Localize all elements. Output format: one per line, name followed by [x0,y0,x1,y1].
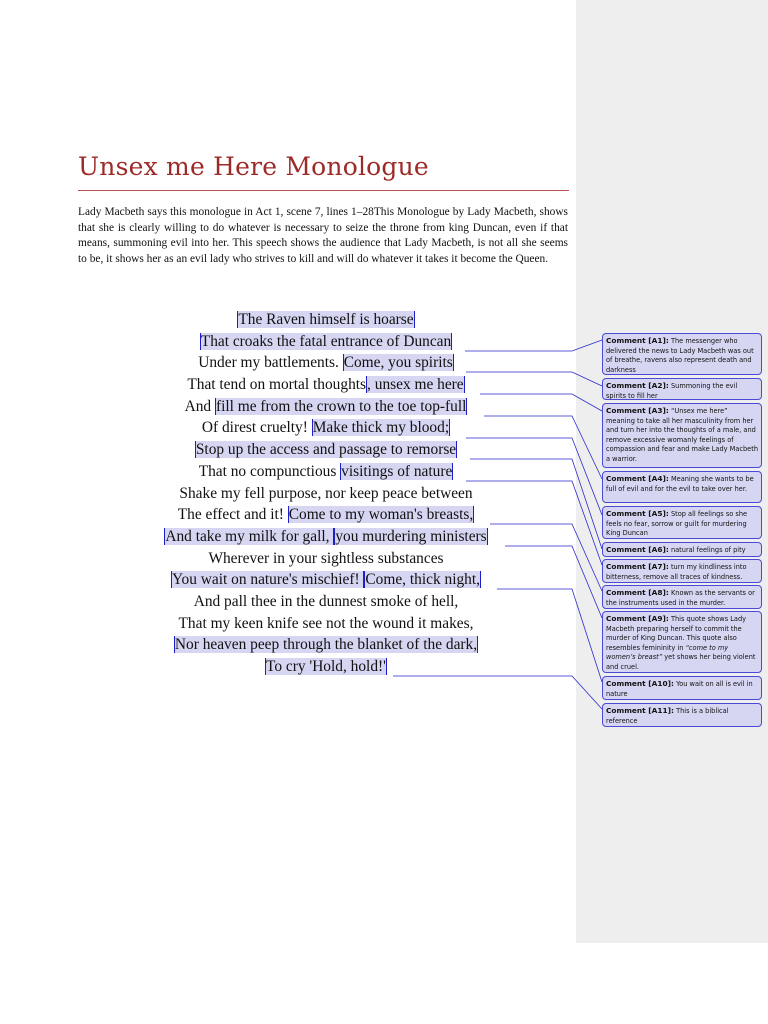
highlighted-text[interactable]: That croaks the fatal entrance of Duncan [200,332,452,350]
comment-bubble[interactable] [602,542,762,557]
comment-bubble[interactable] [602,559,762,583]
title-underline [78,190,569,191]
poem-line [140,418,512,440]
highlighted-text[interactable]: you murdering ministers [335,527,487,545]
highlighted-text[interactable]: visitings of nature [341,462,453,480]
line-text: And [184,397,215,415]
poem-line [140,592,512,614]
line-text: That tend on mortal thoughts [187,376,367,394]
line-text: That no compunctious [198,462,341,480]
comment-bubble[interactable] [602,676,762,700]
poem-line [140,440,512,462]
comment-text: Summoning the evil spirits to fill her [606,382,738,400]
highlighted-text[interactable]: Come, thick night, [365,571,480,589]
comment-bubble[interactable] [602,403,762,468]
poem-line [140,397,512,419]
line-text: Wherever in your sightless substances [208,549,444,567]
comment-label: Comment [A8]: [606,588,669,597]
comment-label: Comment [A5]: [606,509,669,518]
comment-text: Known as the servants or the instruments used in the murder. [606,589,755,607]
poem-line [140,549,512,571]
connector-line [393,676,602,709]
comment-text: This is a biblical reference [606,707,729,725]
poem-line [140,484,512,506]
comment-label: Comment [A4]: [606,474,669,483]
comment-bubble[interactable] [602,333,762,375]
line-text: That my keen knife see not the wound it makes, [178,614,474,632]
comment-text: You wait on all is evil in nature [606,680,753,698]
comment-text: “Unsex me here” meaning to take all her masculinity from her and turn her into the thoughts of a male, and remove excessive womanly feelings of compassion and fear and make Lady Macbeth a warrior. [606,407,759,463]
intro-paragraph: Lady Macbeth says this monologue in Act 1, scene 7, lines 1–28This Monologue by Lady Macbeth, shows that she is clearly willing to do whatever is necessary to seize the throne from king Duncan, even if that means, summoning evil into her. This speech shows the audience that Lady Macbeth, is not all she seems to be, it shows her as an evil lady who strives to kill and will do whatever it takes it become the Queen. [78,206,568,265]
poem-line [140,353,512,375]
line-text: Of direst cruelty! [201,419,312,437]
comment-quote: “come to my women’s breast” [606,643,729,662]
comment-text: The messenger who delivered the news to Lady Macbeth was out of breathe, ravens also represent death and darkness [606,337,754,374]
line-text: And pall thee in the dunnest smoke of hell, [193,592,459,610]
comment-bubble[interactable] [602,703,762,727]
line-text: Under my battlements. [198,354,343,372]
comment-bubble[interactable] [602,378,762,400]
line-text: The effect and it! [177,506,288,524]
poem-line [140,462,512,484]
comment-text: Meaning she wants to be full of evil and for the evil to take over her. [606,475,754,493]
poem-line [140,527,512,549]
highlighted-text[interactable]: And take my milk for gall, [165,527,334,545]
poem-line [140,570,512,592]
page-gap [0,943,768,1024]
highlighted-text[interactable]: fill me from the crown to the toe top-full [215,397,467,415]
highlighted-text[interactable]: Nor heaven peep through the blanket of the dark, [174,636,478,654]
line-text: Shake my fell purpose, nor keep peace between [179,484,473,502]
monologue-poem [140,310,512,679]
document-title: Unsex me Here Monologue [78,152,429,181]
poem-line [140,657,512,679]
comment-label: Comment [A1]: [606,336,669,345]
highlighted-text[interactable]: Come to my woman's breasts, [288,506,474,524]
highlighted-text[interactable]: Stop up the access and passage to remorse [195,441,457,459]
comment-label: Comment [A2]: [606,381,669,390]
poem-line [140,614,512,636]
comment-bubble[interactable] [602,506,762,539]
comment-label: Comment [A9]: [606,614,669,623]
comment-text: turn my kindliness into bitterness, remove all traces of kindness. [606,563,747,581]
highlighted-text[interactable]: You wait on nature's mischief! [171,571,364,589]
poem-line [140,332,512,354]
comment-bubble[interactable] [602,585,762,609]
poem-line [140,505,512,527]
comment-bubble[interactable] [602,471,762,503]
comment-text: yet shows her being violent and cruel. [606,653,756,671]
comment-bubble[interactable] [602,611,762,673]
comment-label: Comment [A10]: [606,679,674,688]
comment-text: Stop all feelings so she feels no fear, sorrow or guilt for murdering King Duncan [606,510,748,538]
poem-line [140,375,512,397]
comment-text: This quote shows Lady Macbeth preparing herself to commit the murder of King Duncan. This quote also resembles femininity in [606,615,747,652]
comment-text: natural feelings of pity [668,546,746,554]
poem-line [140,635,512,657]
highlighted-text[interactable]: Come, you spirits [343,354,453,372]
highlighted-text[interactable]: , unsex me here [367,376,464,394]
comment-label: Comment [A7]: [606,562,669,571]
poem-line [140,310,512,332]
highlighted-text[interactable]: To cry 'Hold, hold!' [266,658,386,675]
highlighted-text[interactable]: Make thick my blood; [312,419,450,437]
comment-label: Comment [A11]: [606,706,674,715]
comment-label: Comment [A3]: [606,406,669,415]
comment-label: Comment [A6]: [606,545,669,554]
highlighted-text[interactable]: The Raven himself is hoarse [238,311,414,328]
